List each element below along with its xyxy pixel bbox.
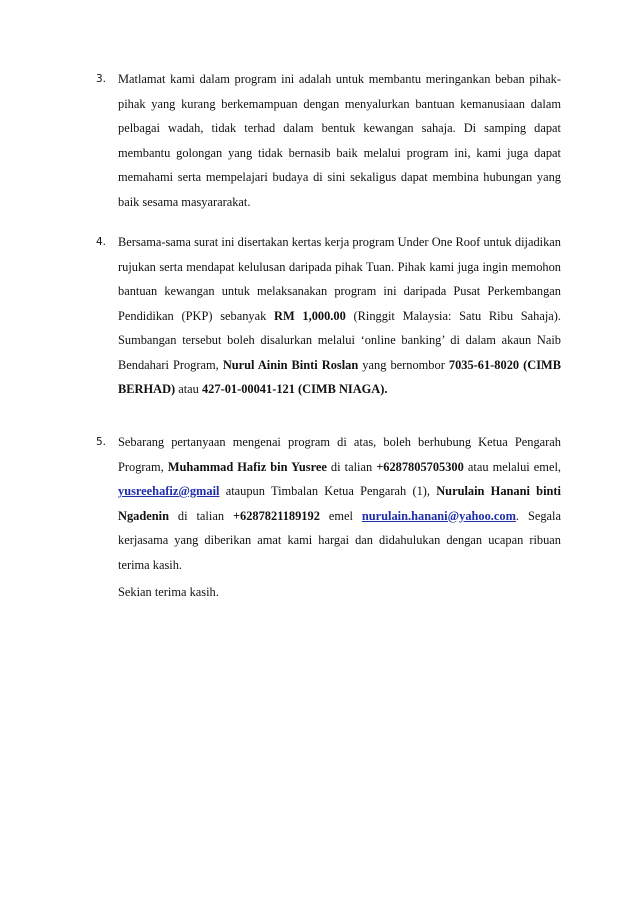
item-number: 3. (96, 73, 107, 85)
closing-text: Sekian terima kasih. (118, 585, 219, 599)
account-holder-name: Nurul Ainin Binti Roslan (222, 357, 359, 372)
deputy-name: Nurulain Hanani binti Ngadenin (118, 484, 561, 523)
item-number: 5. (96, 436, 107, 448)
item-number: 4. (96, 236, 107, 248)
amount: RM 1,000.00 (274, 308, 346, 323)
item-4-text: Bersama-sama surat ini disertakan kertas kerja program Under One Roof untuk dijadikan rujukan serta mendapat kelulusan daripada pihak Tuan. Pihak kami juga ingin memohon bantuan kewangan untuk melaksanakan program ini daripada Pusat Perkembangan Pendidikan (PKP) sebanyak RM 1,000.00 (Ringgit Malaysia: Satu Ribu Sahaja). Sumbangan tersebut boleh disalurkan melalui ‘online banking’ di dalam akaun Naib Bendahari Program, Nurul Ainin Binti Roslan yang bernombor 7035-61-8020 (CIMB BERHAD) atau 427-01-00041-121 (CIMB NIAGA). (118, 235, 562, 396)
director-phone: +6287805705300 (376, 459, 464, 474)
deputy-email-link[interactable]: nurulain.hanani@yahoo.com (361, 508, 516, 523)
item-5-text: Sebarang pertanyaan mengenai program di atas, boleh berhubung Ketua Pengarah Program, Muhammad Hafiz bin Yusree di talian +6287805705300 atau melalui emel, yusreehafiz@gmail ataupun Timbalan Ketua Pengarah (1), Nurulain Hanani binti Ngadenin di talian +6287821189192 emel nurulain.hanani@yahoo.com. Segala kerjasama yang diberikan amat kami hargai dan didahulukan dengan ucapan ribuan terima kasih. (118, 435, 561, 572)
deputy-phone: +6287821189192 (232, 508, 320, 523)
account-number-cimb-niaga: 427-01-00041-121 (CIMB NIAGA). (201, 382, 388, 396)
account-number-cimb-berhad: 7035-61-8020 (CIMB BERHAD) (118, 357, 561, 396)
item-3-text: Matlamat kami dalam program ini adalah untuk membantu meringankan beban pihak-pihak yang kurang berkemampuan dengan menyalurkan bantuan kemanusiaan dalam pelbagai wadah, tidak terhad dalam bentuk kewangan sahaja. Di samping dapat membantu golongan yang tidak bernasib baik melalui program ini, kami juga dapat memahami serta mempelajari budaya di sini sekaligus dapat membina hubungan yang baik sesama masyararakat. (118, 72, 561, 209)
director-name: Muhammad Hafiz bin Yusree (167, 459, 327, 474)
director-email-link[interactable]: yusreehafiz@gmail (118, 484, 220, 498)
